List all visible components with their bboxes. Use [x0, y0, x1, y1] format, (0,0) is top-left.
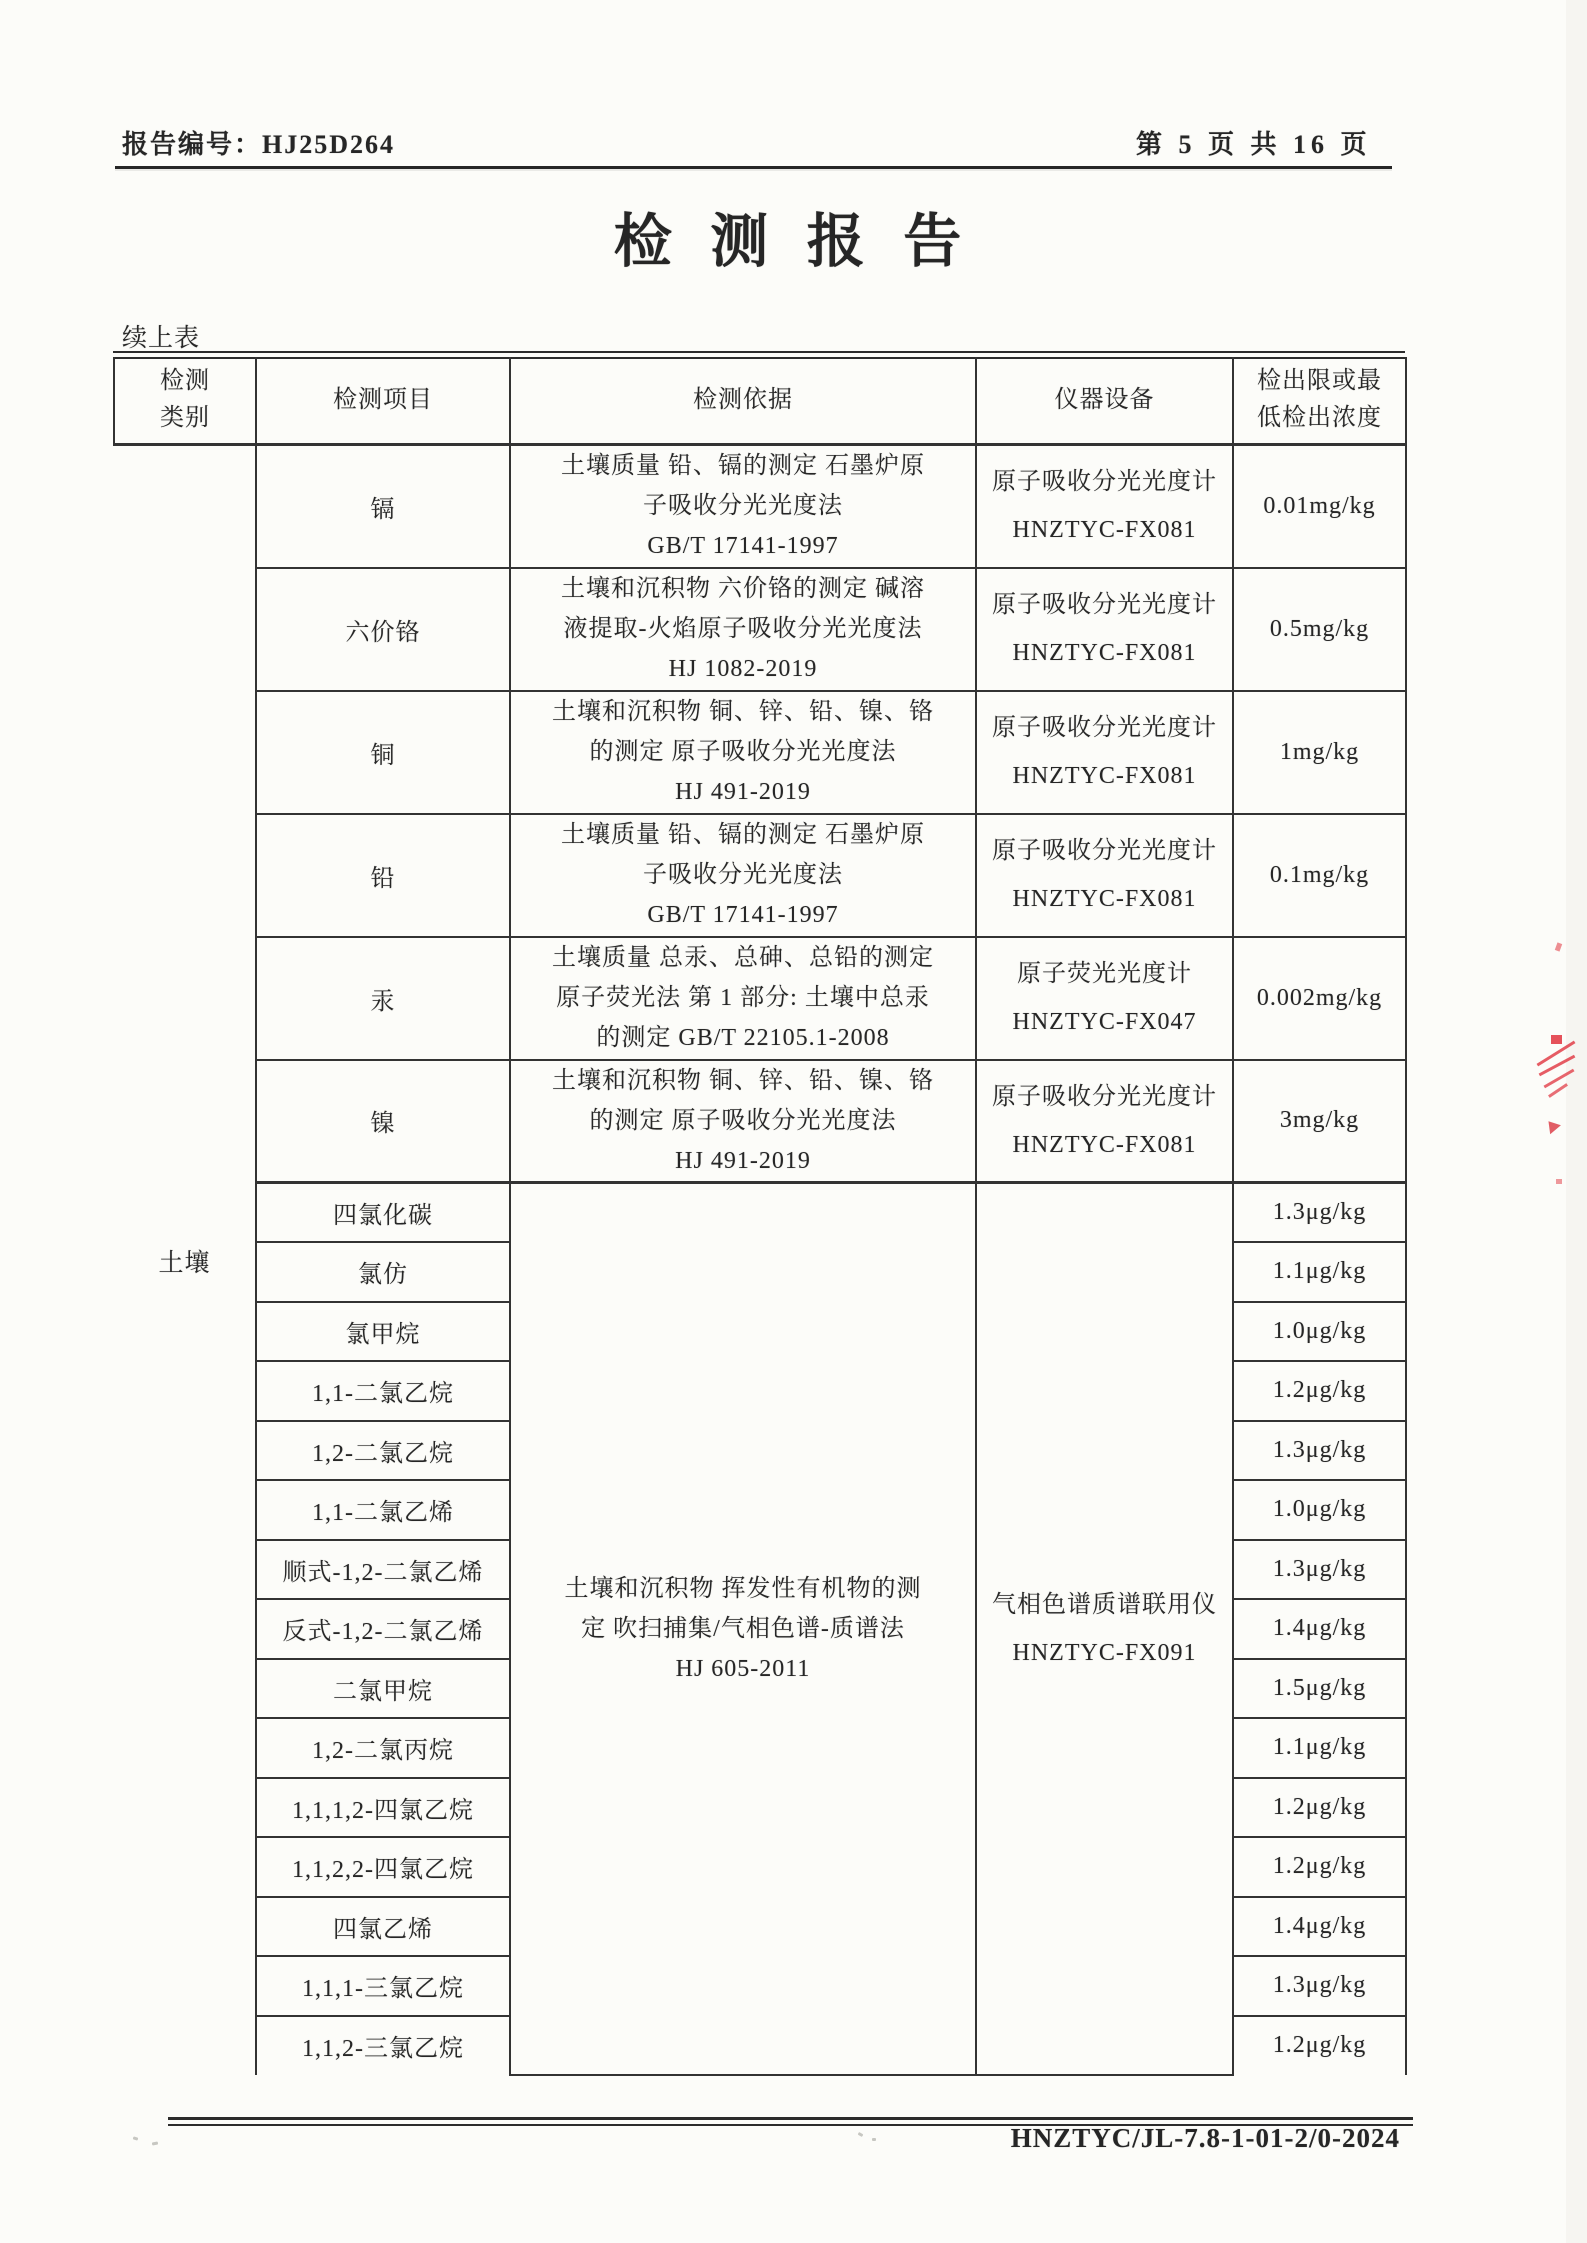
instrument-cell-line: 原子荧光光度计 — [1017, 961, 1192, 987]
limit-cell: 1.1μg/kg — [1233, 1718, 1406, 1778]
header-category — [114, 357, 256, 445]
instrument-cell — [976, 1183, 1233, 2076]
instrument-cell — [976, 691, 1233, 814]
metal-row — [114, 691, 1406, 814]
limit-cell: 1.4μg/kg — [1233, 1897, 1406, 1957]
instrument-cell-line: 原子吸收分光光度计 — [992, 1083, 1217, 1110]
item-cell: 四氯乙烯 — [256, 1897, 510, 1957]
basis-cell-line: 土壤和沉积物 铜、锌、铅、镍、铬 — [552, 699, 934, 725]
limit-cell: 1.3μg/kg — [1233, 1183, 1406, 1243]
header-instrument: 仪器设备 — [976, 357, 1233, 445]
instrument-cell — [976, 814, 1233, 937]
red-pen-mark — [1556, 1179, 1562, 1184]
limit-cell: 1.0μg/kg — [1233, 1480, 1406, 1540]
header-rule — [115, 166, 1392, 169]
basis-cell-line: 土壤和沉积物 铜、锌、铅、镍、铬 — [552, 1067, 934, 1094]
instrument-cell-line: HNZTYC-FX047 — [1012, 1009, 1197, 1035]
item-cell: 1,1-二氯乙烷 — [256, 1361, 510, 1421]
basis-cell — [510, 1060, 976, 1183]
limit-cell: 1.4μg/kg — [1233, 1599, 1406, 1659]
basis-cell — [510, 568, 976, 691]
item-cell: 1,1,2,2-四氯乙烷 — [256, 1837, 510, 1897]
metal-row — [114, 814, 1406, 937]
header-category-line: 类别 — [160, 405, 210, 431]
limit-cell: 1.2μg/kg — [1233, 1778, 1406, 1838]
item-cell: 1,1,1-三氯乙烷 — [256, 1956, 510, 2016]
header-limit-line: 检出限或最 — [1257, 368, 1382, 394]
limit-cell: 0.5mg/kg — [1233, 568, 1406, 691]
basis-cell-line: HJ 491-2019 — [675, 1147, 811, 1174]
category-cell: 土壤 — [114, 445, 256, 2076]
limit-cell: 0.01mg/kg — [1233, 445, 1406, 568]
limit-cell: 1mg/kg — [1233, 691, 1406, 814]
limit-cell: 1.5μg/kg — [1233, 1659, 1406, 1719]
page-edge-shadow — [1563, 40, 1566, 2220]
basis-cell-line: 原子荧光法 第 1 部分: 土壤中总汞 — [556, 985, 930, 1011]
instrument-cell-line: 原子吸收分光光度计 — [992, 592, 1217, 618]
limit-cell: 1.3μg/kg — [1233, 1956, 1406, 2016]
limit-cell: 0.1mg/kg — [1233, 814, 1406, 937]
instrument-cell-line: HNZTYC-FX081 — [1012, 640, 1197, 666]
basis-cell — [510, 1183, 976, 2076]
item-cell: 1,1,1,2-四氯乙烷 — [256, 1778, 510, 1838]
header-category-line: 检测 — [160, 368, 210, 394]
basis-cell — [510, 445, 976, 568]
pencil-speck — [133, 2136, 139, 2140]
header-basis: 检测依据 — [510, 357, 976, 445]
basis-cell-line: 子吸收分光光度法 — [643, 862, 843, 888]
limit-cell: 1.1μg/kg — [1233, 1242, 1406, 1302]
limit-cell: 1.2μg/kg — [1233, 1837, 1406, 1897]
basis-cell — [510, 814, 976, 937]
item-cell: 铜 — [256, 691, 510, 814]
basis-cell-line: 定 吹扫捕集/气相色谱-质谱法 — [581, 1616, 905, 1642]
item-cell: 镍 — [256, 1060, 510, 1183]
basis-cell-line: 土壤和沉积物 挥发性有机物的测 — [564, 1576, 922, 1602]
basis-cell-line: 子吸收分光光度法 — [643, 493, 843, 520]
item-cell: 汞 — [256, 937, 510, 1060]
report-number: 报告编号：HJ25D264 — [122, 130, 396, 159]
red-pen-mark — [1543, 1117, 1561, 1134]
basis-cell-line: 土壤质量 铅、镉的测定 石墨炉原 — [561, 822, 925, 848]
limit-cell: 1.3μg/kg — [1233, 1421, 1406, 1481]
item-cell: 1,1,2-三氯乙烷 — [256, 2016, 510, 2076]
pencil-speck — [872, 2138, 876, 2141]
instrument-cell-line: HNZTYC-FX081 — [1012, 886, 1197, 912]
basis-cell-line: 的测定 原子吸收分光光度法 — [589, 1107, 897, 1134]
instrument-cell-line: 气相色谱质谱联用仪 — [992, 1592, 1217, 1618]
basis-cell-line: 液提取-火焰原子吸收分光光度法 — [563, 616, 923, 642]
limit-cell: 0.002mg/kg — [1233, 937, 1406, 1060]
pencil-speck — [858, 2132, 864, 2137]
basis-cell-line: 的测定 GB/T 22105.1-2008 — [596, 1025, 890, 1051]
instrument-cell-line: HNZTYC-FX081 — [1012, 517, 1197, 544]
table-continuation-note: 续上表 — [122, 325, 201, 352]
basis-cell-line: HJ 491-2019 — [675, 779, 811, 805]
limit-cell: 1.3μg/kg — [1233, 1540, 1406, 1600]
basis-cell — [510, 937, 976, 1060]
item-cell: 六价铬 — [256, 568, 510, 691]
basis-cell-line: 土壤质量 铅、镉的测定 石墨炉原 — [561, 453, 925, 480]
item-cell: 1,2-二氯乙烷 — [256, 1421, 510, 1481]
instrument-cell-line: HNZTYC-FX091 — [1012, 1640, 1197, 1666]
item-cell: 四氯化碳 — [256, 1183, 510, 1243]
item-cell: 二氯甲烷 — [256, 1659, 510, 1719]
item-cell: 铅 — [256, 814, 510, 937]
item-cell: 1,1-二氯乙烯 — [256, 1480, 510, 1540]
item-cell: 镉 — [256, 445, 510, 568]
basis-cell-line: GB/T 17141-1997 — [647, 533, 839, 560]
instrument-cell — [976, 1060, 1233, 1183]
item-cell: 反式-1,2-二氯乙烯 — [256, 1599, 510, 1659]
metal-row — [114, 445, 1406, 568]
instrument-cell-line: 原子吸收分光光度计 — [992, 715, 1217, 741]
metal-row — [114, 1060, 1406, 1183]
header-limit-line: 低检出浓度 — [1257, 405, 1382, 431]
item-cell: 顺式-1,2-二氯乙烯 — [256, 1540, 510, 1600]
basis-cell-line: 的测定 原子吸收分光光度法 — [589, 739, 897, 765]
instrument-cell-line: 原子吸收分光光度计 — [992, 838, 1217, 864]
limit-cell: 1.2μg/kg — [1233, 2016, 1406, 2076]
limit-cell: 1.0μg/kg — [1233, 1302, 1406, 1362]
basis-cell-line: HJ 605-2011 — [675, 1656, 811, 1682]
basis-cell — [510, 691, 976, 814]
basis-cell-line: HJ 1082-2019 — [668, 656, 818, 682]
item-cell: 1,2-二氯丙烷 — [256, 1718, 510, 1778]
document-code: HNZTYC/JL-7.8-1-01-2/0-2024 — [1010, 2123, 1400, 2153]
basis-cell-line: 土壤质量 总汞、总砷、总铅的测定 — [552, 945, 934, 971]
page-edge-band — [1566, 0, 1587, 2243]
item-cell: 氯仿 — [256, 1242, 510, 1302]
report-table — [113, 357, 1405, 2076]
pencil-speck — [152, 2142, 158, 2146]
red-pen-mark — [1555, 942, 1562, 951]
instrument-cell — [976, 937, 1233, 1060]
header-item: 检测项目 — [256, 357, 510, 445]
table-header-row — [114, 357, 1406, 445]
report-table-body — [114, 445, 1406, 2076]
instrument-cell-line: HNZTYC-FX081 — [1012, 1131, 1197, 1158]
basis-cell-line: 土壤和沉积物 六价铬的测定 碱溶 — [561, 576, 925, 602]
instrument-cell — [976, 568, 1233, 691]
metal-row — [114, 937, 1406, 1060]
voc-row — [114, 1183, 1406, 1243]
limit-cell: 1.2μg/kg — [1233, 1361, 1406, 1421]
item-cell: 氯甲烷 — [256, 1302, 510, 1362]
red-pen-mark — [1551, 1035, 1562, 1044]
metal-row — [114, 568, 1406, 691]
limit-cell: 3mg/kg — [1233, 1060, 1406, 1183]
report-title: 检 测 报 告 — [613, 209, 974, 274]
page-indicator: 第 5 页 共 16 页 — [1136, 130, 1372, 159]
instrument-cell-line: 原子吸收分光光度计 — [992, 469, 1217, 496]
instrument-cell-line: HNZTYC-FX081 — [1012, 763, 1197, 789]
instrument-cell — [976, 445, 1233, 568]
header-limit — [1233, 357, 1406, 445]
basis-cell-line: GB/T 17141-1997 — [647, 902, 839, 928]
